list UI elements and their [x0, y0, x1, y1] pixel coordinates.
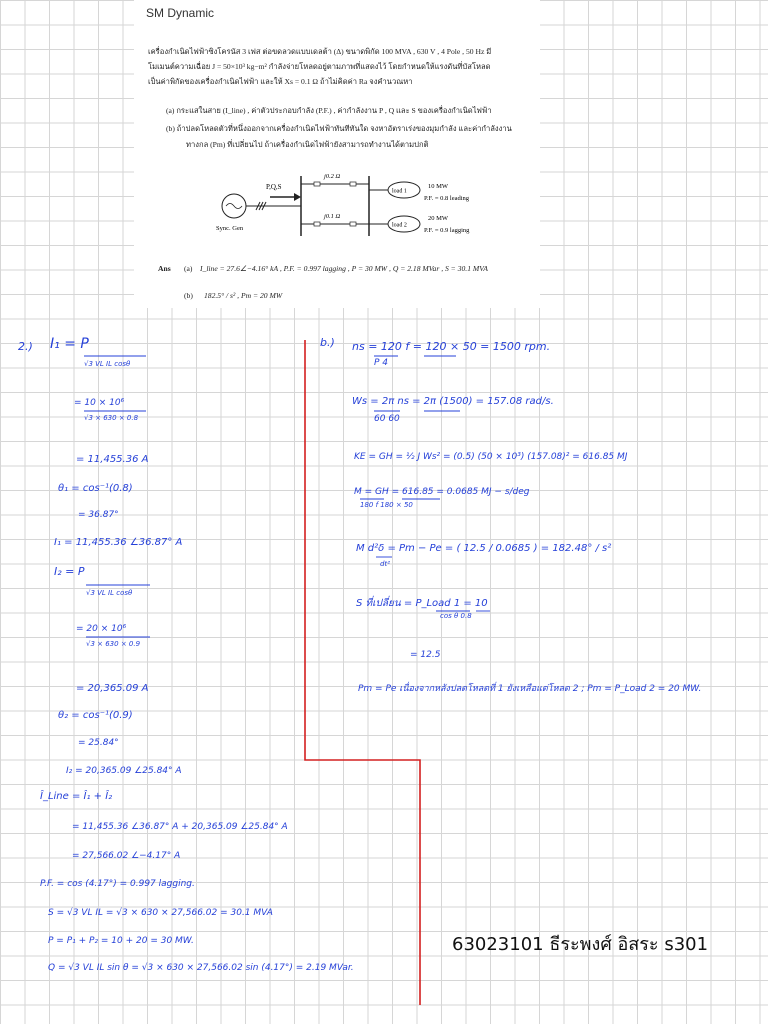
solution-line: S ที่เปลี่ยน = P_Load 1 = 10: [356, 598, 488, 609]
solution-line: Pm = Pe เนื่องจากหลังปลดโหลดที่ 1 ยังเหลือแต่โหลด 2 ; Pm = P_Load 2 = 20 MW.: [358, 684, 702, 694]
answer-a: I_line = 27.6∠−4.16° kA , P.F. = 0.997 lagging , P = 30 MW , Q = 2.18 MVar , S = 30.1 MVA: [200, 264, 488, 273]
pqs-label: P,Q,S: [266, 183, 282, 191]
answer-b-tag: (b): [184, 291, 193, 300]
question-b: (b) ถ้าปลดโหลดตัวที่หนึ่งออกจากเครื่องกำเนิดไฟฟ้าทันทีทันใด จงหาอัตราเร่งของมุมกำลัง และค่ากำลังงาน: [166, 124, 512, 133]
problem-line: เป็นค่าพิกัดของเครื่องกำเนิดไฟฟ้า และให้ Xs = 0.1 Ω ถ้าไม่คิดค่า Ra จงคำนวณหา: [148, 77, 413, 86]
solution-line: 2.): [18, 340, 33, 353]
load-1-pf: P.F. = 0.8 leading: [424, 195, 470, 202]
solution-line: cos θ 0.8: [440, 612, 472, 620]
solution-line: dt²: [380, 560, 390, 568]
question-a: (a) กระแสในสาย (I_line) , ค่าตัวประกอบกำลัง (P.F.) , ค่ากำลังงาน P , Q และ S ของเครื่องกำเนิดไฟฟ้า: [166, 106, 492, 115]
solution-line: = 27,566.02 ∠−4.17° A: [72, 851, 181, 861]
solution-line: √3 × 630 × 0.9: [86, 640, 141, 648]
impedance-2: j0.1 Ω: [324, 213, 341, 220]
solution-line: θ₁ = cos⁻¹(0.8): [58, 483, 133, 494]
load-2-label: load 2: [392, 222, 407, 229]
solution-line: = 20,365.09 A: [76, 683, 149, 694]
solution-line: Ws = 2π ns = 2π (1500) = 157.08 rad/s.: [352, 396, 554, 407]
solution-line: I₁ = P: [50, 336, 89, 352]
solution-line: = 10 × 10⁶: [74, 398, 125, 408]
solution-line: 60 60: [374, 414, 400, 424]
answer-b: 182.5° / s² , Pm = 20 MW: [204, 291, 283, 300]
problem-title: SM Dynamic: [146, 6, 215, 20]
solution-line: S = √3 VL IL = √3 × 630 × 27,566.02 = 30.1 MVA: [48, 908, 273, 918]
solution-line: = 20 × 10⁶: [76, 624, 127, 634]
solution-line: = 12.5: [410, 650, 441, 660]
solution-line: = 25.84°: [78, 738, 119, 748]
solution-line: I₂ = 20,365.09 ∠25.84° A: [66, 766, 182, 776]
solution-line: KE = GH = ½ J Ws² = (0.5) (50 × 10³) (157.08)² = 616.85 MJ: [354, 452, 628, 462]
solution-line: √3 VL IL cosθ: [86, 589, 133, 597]
answer-a-tag: (a): [184, 264, 193, 273]
problem-line: โมเมนต์ความเฉื่อย J = 50×10³ kg−m² กำลังจ่ายโหลดอยู่ตามภาพที่แสดงไว้ โดยกำหนดให้แรงดันที่บัสโหลด: [148, 62, 491, 71]
solution-line: = 11,455.36 A: [76, 454, 149, 465]
load-1-label: load 1: [392, 188, 407, 195]
load-2-pf: P.F. = 0.9 lagging: [424, 227, 470, 234]
student-signature: 63023101 ธีระพงศ์ อิสระ s301: [452, 934, 709, 955]
answer-label: Ans: [158, 264, 171, 273]
solution-line: P = P₁ + P₂ = 10 + 20 = 30 MW.: [48, 936, 194, 946]
solution-line: I₁ = 11,455.36 ∠36.87° A: [54, 537, 183, 548]
solution-line: θ₂ = cos⁻¹(0.9): [58, 710, 133, 721]
solution-line: P 4: [374, 358, 389, 368]
impedance-1: j0.2 Ω: [324, 173, 341, 180]
solution-line: M d²δ = Pm − Pe = ( 12.5 / 0.0685 ) = 182.48° / s²: [356, 543, 612, 554]
solution-line: M = GH = 616.85 = 0.0685 MJ − s/deg: [354, 487, 530, 497]
solution-line: Î_Line = Î₁ + Î₂: [40, 791, 113, 802]
solution-line: b.): [320, 336, 335, 349]
solution-line: = 36.87°: [78, 510, 119, 520]
load-2-power: 20 MW: [428, 215, 449, 222]
solution-line: 180 f 180 × 50: [360, 501, 413, 509]
generator-label: Sync. Gen: [216, 225, 244, 232]
solution-line: √3 VL IL cosθ: [84, 360, 131, 368]
solution-line: P.F. = cos (4.17°) = 0.997 lagging.: [40, 879, 195, 889]
solution-line: ns = 120 f = 120 × 50 = 1500 rpm.: [352, 340, 551, 353]
question-b-cont: ทางกล (Pm) ที่เปลี่ยนไป ถ้าเครื่องกำเนิดไฟฟ้ายังสามารถทำงานได้ตามปกติ: [186, 140, 429, 149]
problem-line: เครื่องกำเนิดไฟฟ้าซิงโครนัส 3 เฟส ต่อขดลวดแบบเดลต้า (Δ) ขนาดพิกัด 100 MVA , 630 V , 4 Pole , 50 Hz มี: [148, 47, 492, 56]
solution-line: Q = √3 VL IL sin θ = √3 × 630 × 27,566.02 sin (4.17°) = 2.19 MVar.: [48, 963, 354, 973]
solution-line: = 11,455.36 ∠36.87° A + 20,365.09 ∠25.84° A: [72, 822, 288, 832]
solution-line: I₂ = P: [54, 565, 85, 578]
solution-line: √3 × 630 × 0.8: [84, 414, 139, 422]
load-1-power: 10 MW: [428, 183, 449, 190]
